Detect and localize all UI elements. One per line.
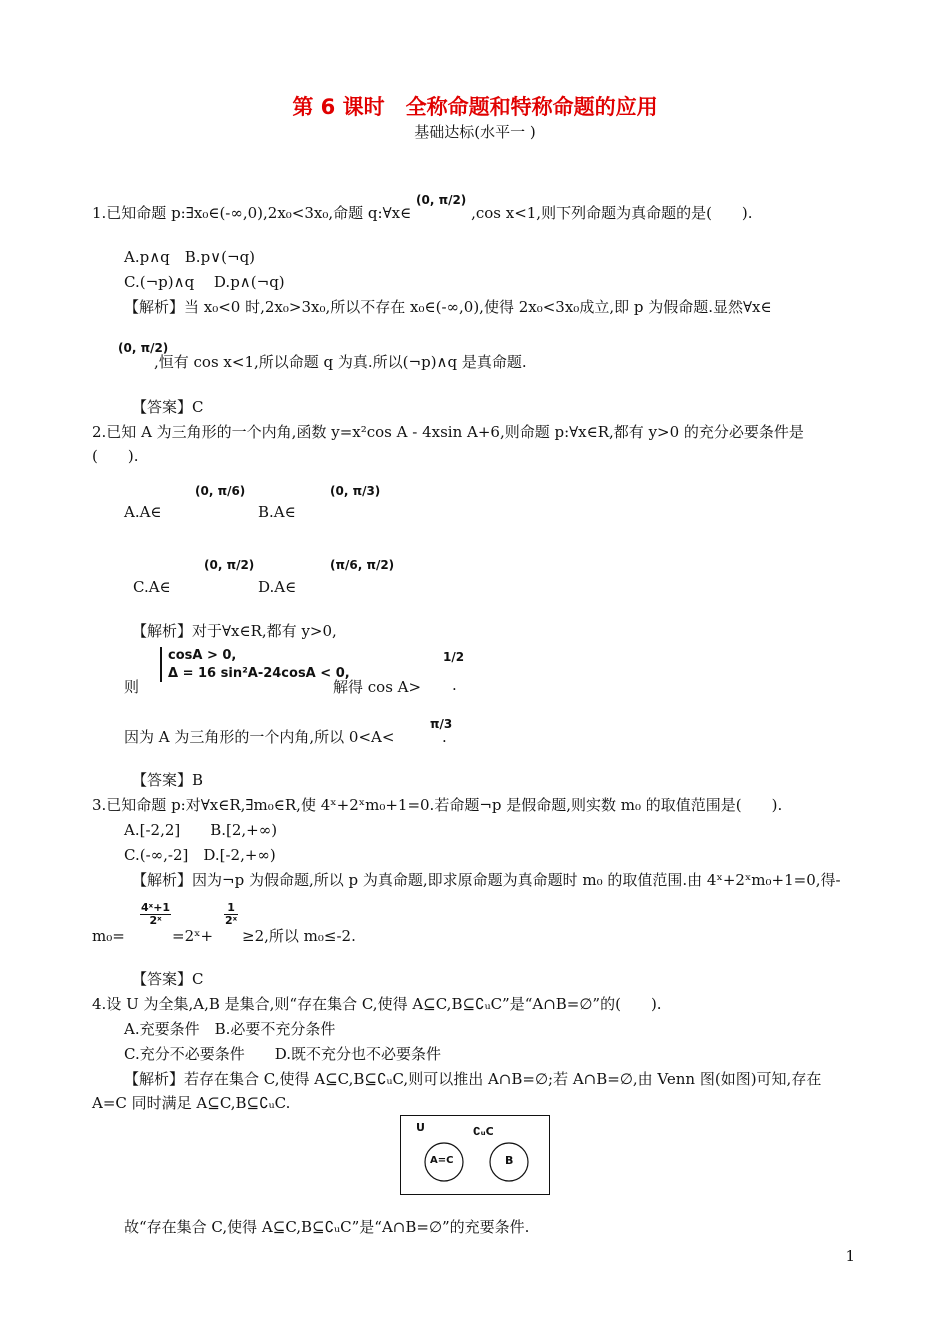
q3-answer: 【答案】C: [132, 970, 204, 988]
q1-stem-part-a: 1.已知命题 p:∃x₀∈(-∞,0),2x₀<3x₀,命题 q:∀x∈: [92, 204, 412, 222]
q3-options-cd: C.(-∞,-2] D.[-2,+∞): [124, 846, 276, 864]
q2-pi-third: π/3: [430, 717, 453, 731]
page-number: 1: [845, 1247, 855, 1265]
q2-answer: 【答案】B: [132, 771, 204, 789]
q2-system-line2: Δ = 16 sin²A-24cosA < 0,: [168, 665, 350, 681]
q2-system-line1: cosA > 0,: [168, 648, 237, 663]
page-subtitle: 基础达标(水平一 ): [414, 123, 536, 141]
q3-frac2-denominator: 2ˣ: [225, 913, 238, 927]
q3-options-ab: A.[-2,2] B.[2,+∞): [124, 821, 278, 839]
venn-label-u: U: [416, 1121, 425, 1134]
q2-analysis-line3: 因为 A 为三角形的一个内角,所以 0<A<: [124, 728, 395, 746]
q1-options-cd: C.(¬p)∧q D.p∧(¬q): [124, 273, 285, 291]
q4-options-ab: A.充要条件 B.必要不充分条件: [124, 1020, 336, 1038]
q2-option-b-interval: (0, π/3): [330, 484, 381, 498]
q1-analysis-line2: ,恒有 cos x<1,所以命题 q 为真.所以(¬p)∧q 是真命题.: [154, 353, 527, 371]
q1-answer: 【答案】C: [132, 398, 204, 416]
q3-m0: m₀=: [92, 927, 125, 945]
q1-analysis-interval-text: (0, π/2): [118, 341, 169, 355]
venn-diagram: [400, 1115, 550, 1195]
q3-equals: =2ˣ+: [172, 927, 214, 945]
q2-analysis-end: .: [442, 728, 447, 746]
q2-stem-line1: 2.已知 A 为三角形的一个内角,函数 y=x²cos A - 4xsin A+6,则命题 p:∀x∈R,都有 y>0 的充分必要条件是: [92, 423, 804, 441]
q2-half: 1/2: [443, 650, 465, 664]
q2-option-a-interval: (0, π/6): [195, 484, 246, 498]
q1-analysis-line1: 【解析】当 x₀<0 时,2x₀>3x₀,所以不存在 x₀∈(-∞,0),使得 2x₀<3x₀成立,即 p 为假命题.显然∀x∈: [124, 298, 772, 316]
q4-analysis-line1: 【解析】若存在集合 C,使得 A⊆C,B⊆∁ᵤC,则可以推出 A∩B=∅;若 A∩B=∅,由 Venn 图(如图)可知,存在: [124, 1070, 822, 1088]
q4-analysis-line2: A=C 同时满足 A⊆C,B⊆∁ᵤC.: [92, 1094, 291, 1112]
q3-fraction-2: [224, 902, 238, 926]
q3-frac2-numerator: 1: [224, 902, 238, 915]
q3-analysis-line1: 【解析】因为¬p 为假命题,所以 p 为真命题,即求原命题为真命题时 m₀ 的取值范围.由 4ˣ+2ˣm₀+1=0,得-: [132, 871, 841, 889]
q1-interval: (0, π/2): [416, 193, 467, 207]
q1-stem-part-b: ,cos x<1,则下列命题为真命题的是( ).: [471, 204, 753, 222]
q4-options-cd: C.充分不必要条件 D.既不充分也不必要条件: [124, 1045, 441, 1063]
q2-period: .: [452, 676, 457, 694]
page-title: 第 6 课时 全称命题和特称命题的应用: [292, 95, 658, 119]
q3-tail: ≥2,所以 m₀≤-2.: [242, 927, 356, 945]
q2-analysis-line1: 【解析】对于∀x∈R,都有 y>0,: [132, 622, 337, 640]
venn-label-ac: A=C: [430, 1155, 454, 1166]
q3-stem: 3.已知命题 p:对∀x∈R,∃m₀∈R,使 4ˣ+2ˣm₀+1=0.若命题¬p 是假命题,则实数 m₀ 的取值范围是( ).: [92, 796, 783, 814]
q2-option-c: C.A∈: [133, 578, 171, 596]
q2-option-d-interval: (π/6, π/2): [330, 558, 395, 572]
q2-inequality-system: [160, 647, 350, 682]
q2-then: 则: [124, 678, 140, 696]
q2-option-d: D.A∈: [258, 578, 297, 596]
q3-fraction-1: [140, 902, 171, 926]
q4-conclusion: 故“存在集合 C,使得 A⊆C,B⊆∁ᵤC”是“A∩B=∅”的充要条件.: [124, 1218, 530, 1236]
q4-stem: 4.设 U 为全集,A,B 是集合,则“存在集合 C,使得 A⊆C,B⊆∁ᵤC”是“A∩B=∅”的( ).: [92, 995, 662, 1013]
q2-stem-line2: ( ).: [92, 447, 139, 465]
q2-option-c-interval: (0, π/2): [204, 558, 255, 572]
q2-solve: 解得 cos A>: [333, 678, 422, 696]
q3-frac1-numerator: 4ˣ+1: [141, 901, 171, 914]
venn-label-b: B: [505, 1154, 514, 1167]
q2-option-b: B.A∈: [258, 503, 296, 521]
q3-frac1-denominator: 2ˣ: [149, 913, 162, 927]
venn-label-cuc: ∁ᵤC: [473, 1125, 494, 1138]
q1-options-ab: A.p∧q B.p∨(¬q): [124, 248, 256, 266]
q2-option-a: A.A∈: [124, 503, 162, 521]
